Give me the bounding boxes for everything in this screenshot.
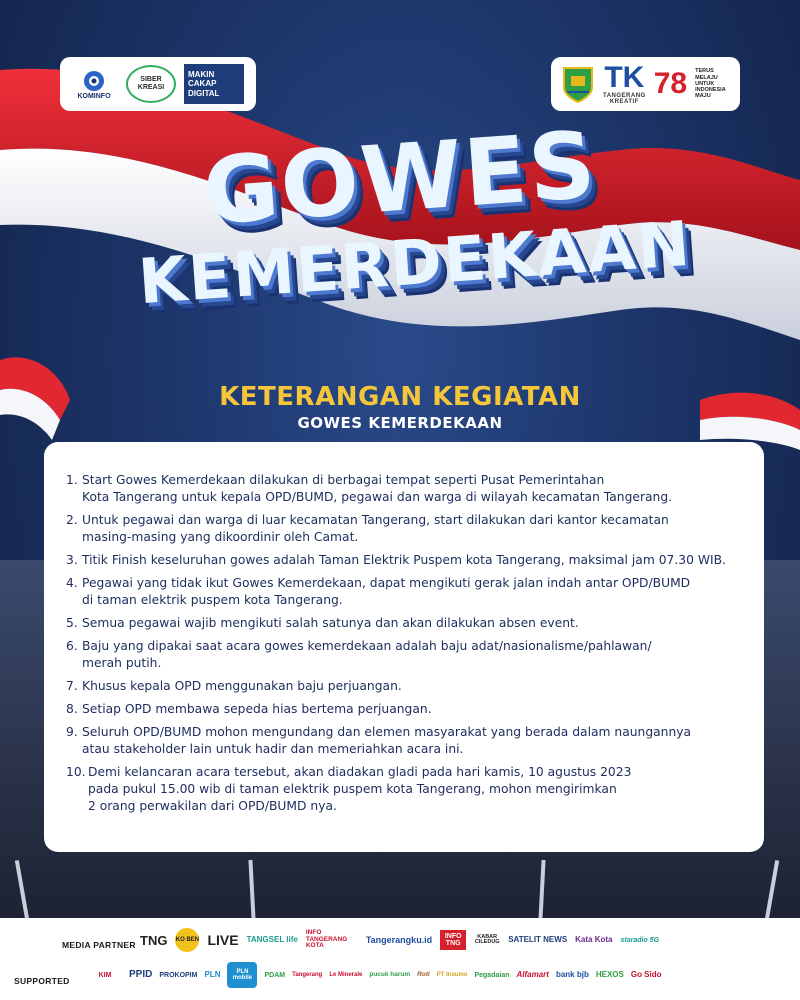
partner-logo: staradio 5G	[620, 936, 660, 944]
list-item	[66, 615, 744, 632]
rules-list	[66, 472, 744, 815]
siberkreasi-logo	[126, 65, 176, 103]
supporter-logo: Roti	[417, 970, 430, 978]
list-item	[66, 552, 744, 569]
tk-sub: KREATIF	[609, 99, 639, 105]
partner-logo: INFO TANGERANG KOTA	[305, 929, 348, 950]
makin-cakap-digital-logo	[184, 64, 244, 104]
tagline-4: INDONESIA	[695, 87, 726, 94]
sponsor-footer	[0, 918, 800, 1000]
list-item	[66, 724, 744, 758]
kominfo-label: KOMINFO	[77, 92, 111, 100]
item-text: Seluruh OPD/BUMD mohon mengundang dan elemen masyarakat yang berada dalam naungannya atau stakeholder lain untuk hadir dan memeriahkan acara ini.	[82, 725, 692, 756]
supporter-logo: pucuk harum	[369, 970, 411, 978]
item-text: Start Gowes Kemerdekaan dilakukan di berbagai tempat seperti Pusat Pemerintahan Kota Tangerang untuk kepala OPD/BUMD, pegawai dan warga di wilayah kecamatan Tangerang.	[82, 473, 673, 504]
supporter-logo: PLN mobile	[227, 962, 257, 988]
supporter-logo: Pegadaian	[474, 971, 510, 979]
cakap-line-1: MAKIN	[188, 70, 215, 80]
tangerang-kreatif-logo	[603, 63, 646, 105]
event-title	[0, 111, 800, 319]
list-item	[66, 575, 744, 609]
partner-logo: TANGSEL life	[246, 935, 298, 944]
supporter-logos	[88, 962, 662, 988]
item-number: 10.	[66, 765, 86, 779]
partner-logo: KABAR CILEDUG	[474, 933, 500, 945]
item-number: 8.	[66, 702, 78, 716]
anniversary-78-logo: 78	[653, 67, 688, 100]
supporter-logo: PROKOPIM	[159, 971, 198, 979]
tagline-2: MELAJU	[695, 74, 718, 81]
supporter-logo: PT Insumo	[436, 972, 468, 978]
section-subheading: GOWES KEMERDEKAAN	[297, 414, 503, 432]
supporter-logo: HEXOS	[595, 970, 624, 979]
city-crest-icon	[561, 64, 595, 104]
list-item	[66, 764, 744, 815]
item-number: 3.	[66, 553, 78, 567]
info-card	[44, 442, 764, 852]
item-text: Semua pegawai wajib mengikuti salah satunya dan akan dilakukan absen event.	[82, 616, 579, 630]
anniversary-tagline	[695, 68, 726, 100]
supporter-logo: Le Minerale	[329, 972, 363, 978]
partner-logo: TNG	[140, 932, 168, 948]
kominfo-icon	[80, 69, 108, 93]
supported-label: SUPPORTED	[14, 976, 70, 986]
kominfo-logo	[70, 69, 118, 100]
item-number: 6.	[66, 639, 78, 653]
cakap-line-2: CAKAP	[188, 79, 217, 89]
tk-mark: TK	[604, 61, 645, 94]
supporter-logo: Tangerang	[292, 972, 323, 978]
supporter-logo: PPID	[129, 969, 153, 980]
item-number: 1.	[66, 473, 78, 487]
kreasi-label: KREASI	[137, 84, 165, 91]
title-line-2: KEMERDEKAAN	[136, 206, 694, 319]
list-item	[66, 512, 744, 546]
partner-logo: SATELIT NEWS	[508, 935, 568, 944]
partner-logo: Tangerangku.id	[365, 934, 433, 945]
partner-logo: LIVE	[207, 932, 239, 948]
title-line-1: GOWES	[199, 111, 601, 246]
item-text: Pegawai yang tidak ikut Gowes Kemerdekaan, dapat mengikuti gerak jalan indah antar OPD/BUMD di taman elektrik puspem kota Tangerang.	[82, 576, 691, 607]
siber-label: SIBER	[140, 76, 162, 84]
tagline-3: UNTUK	[695, 80, 715, 87]
item-number: 9.	[66, 725, 78, 739]
item-number: 4.	[66, 576, 78, 590]
partner-logo: KO BEN	[175, 928, 199, 952]
item-text: Khusus kepala OPD menggunakan baju perjuangan.	[82, 679, 402, 693]
supporter-logo: bank bjb	[555, 970, 589, 979]
item-text: Demi kelancaran acara tersebut, akan diadakan gladi pada hari kamis, 10 agustus 2023 pada pukul 15.00 wib di taman elektrik puspem kota Tangerang, mohon mengirimkan 2 orang perwakilan dari OPD/BUMD nya.	[88, 765, 632, 813]
item-text: Baju yang dipakai saat acara gowes kemerdekaan adalah baju adat/nasionalisme/pahlawan/ merah putih.	[82, 639, 652, 670]
item-text: Titik Finish keseluruhan gowes adalah Taman Elektrik Puspem kota Tangerang, maksimal jam 07.30 WIB.	[82, 553, 726, 567]
cakap-line-3: DIGITAL	[188, 88, 220, 98]
item-number: 5.	[66, 616, 78, 630]
list-item	[66, 638, 744, 672]
supporter-logo: KIM	[98, 971, 112, 979]
item-number: 2.	[66, 513, 78, 527]
organizer-logos-right	[551, 57, 740, 111]
supporter-logo: Go Sido	[630, 970, 662, 979]
supporter-logo: PLN	[204, 970, 221, 979]
partner-logo: INFO TNG	[440, 930, 466, 950]
list-item	[66, 701, 744, 718]
list-item	[66, 678, 744, 695]
item-number: 7.	[66, 679, 78, 693]
tagline-1: TERUS	[695, 68, 714, 75]
supporter-logo: PDAM	[264, 971, 286, 979]
list-item	[66, 472, 744, 506]
tk-name: TANGERANG	[603, 93, 646, 99]
tagline-5: MAJU	[695, 93, 711, 100]
supporter-logo: Alfamart	[516, 970, 549, 979]
media-partner-label: MEDIA PARTNER	[62, 940, 136, 950]
item-text: Setiap OPD membawa sepeda hias bertema perjuangan.	[82, 702, 432, 716]
media-partner-logos	[140, 928, 659, 952]
section-heading: KETERANGAN KEGIATAN	[219, 382, 581, 412]
item-text: Untuk pegawai dan warga di luar kecamatan Tangerang, start dilakukan dari kantor kecamatan masing-masing yang dikoordinir oleh Camat.	[82, 513, 669, 544]
organizer-logos-left	[60, 57, 256, 111]
partner-logo: Kata Kota	[575, 935, 613, 944]
